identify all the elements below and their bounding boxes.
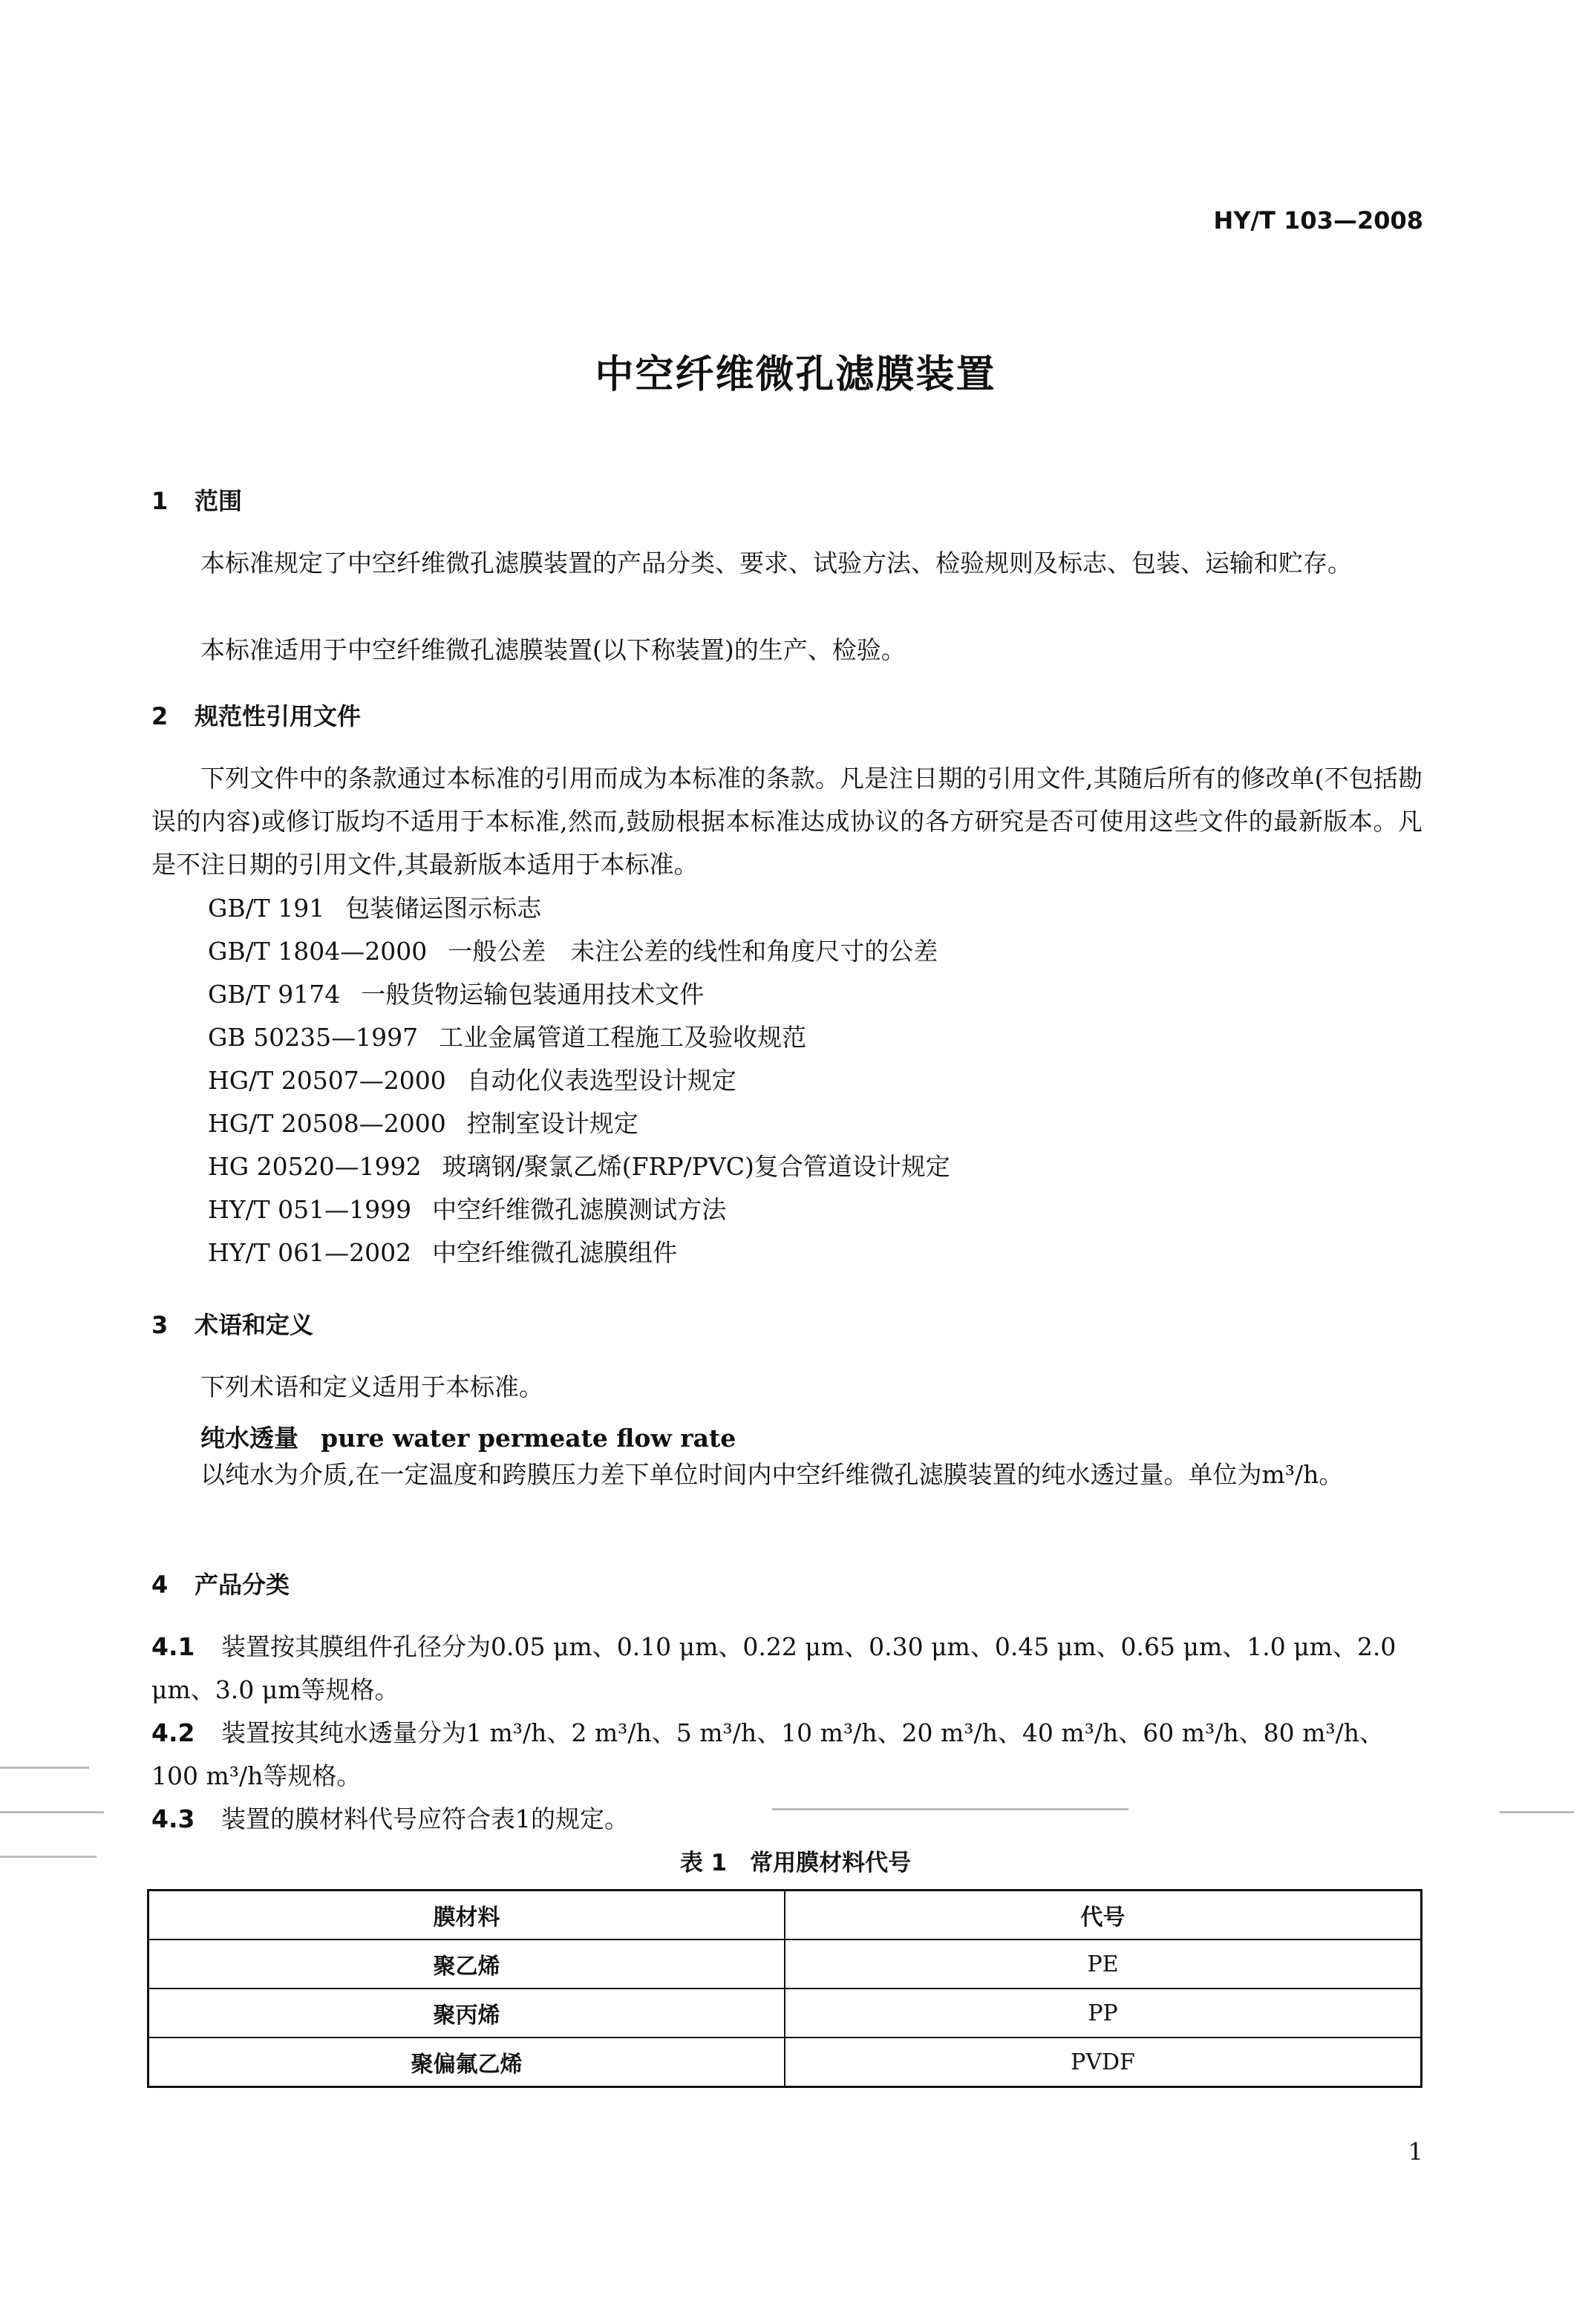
term-english: pure water permeate flow rate	[321, 1424, 736, 1453]
table-caption: 表 1 常用膜材料代号	[679, 1850, 912, 1876]
section-number: 1	[151, 487, 169, 515]
reference-title: 工业金属管道工程施工及验收规范	[439, 1023, 807, 1052]
section-title: 术语和定义	[195, 1311, 314, 1339]
section-title: 范围	[195, 487, 243, 515]
clause-text: 装置按其膜组件孔径分为0.05 μm、0.10 μm、0.22 μm、0.30 μm、0.45 μm、0.65 μm、1.0 μm、2.0 μm、3.0 μm等规格。	[151, 1632, 1396, 1704]
scan-noise	[0, 1811, 104, 1813]
reference-code: HY/T 061—2002	[208, 1238, 412, 1267]
term-entry	[200, 1419, 736, 1454]
section-2-intro: 下列文件中的条款通过本标准的引用而成为本标准的条款。凡是注日期的引用文件,其随后所有的修改单(不包括勘误的内容)或修订版均不适用于本标准,然而,鼓励根据本标准达成协议的各方研究是否可使用这些文件的最新版本。凡是不注日期的引用文件,其最新版本适用于本标准。	[151, 764, 1422, 879]
table-row	[148, 1989, 1422, 2037]
reference-list	[208, 887, 950, 1274]
section-4-heading	[151, 1566, 290, 1600]
clause-4-2	[151, 1712, 1422, 1798]
standard-code: HY/T 103—2008	[1213, 206, 1423, 235]
clause-number: 4.3	[151, 1804, 195, 1833]
clause-text: 装置按其纯水透量分为1 m³/h、2 m³/h、5 m³/h、10 m³/h、20 m³/h、40 m³/h、60 m³/h、80 m³/h、100 m³/h等规格。	[151, 1718, 1385, 1790]
section-number: 2	[151, 702, 169, 730]
section-1-heading	[151, 482, 242, 517]
clause-4-1	[151, 1626, 1422, 1712]
reference-code: GB 50235—1997	[208, 1023, 419, 1052]
reference-item	[208, 1102, 950, 1145]
reference-item	[208, 1188, 950, 1231]
table-header-row	[148, 1891, 1422, 1940]
scan-noise	[0, 1856, 97, 1858]
table-row	[148, 1940, 1422, 1989]
reference-code: HG/T 20507—2000	[208, 1066, 446, 1095]
scan-noise	[0, 1767, 89, 1769]
reference-code: HG/T 20508—2000	[208, 1109, 446, 1138]
section-number: 3	[151, 1311, 169, 1339]
scan-noise	[1500, 1811, 1574, 1813]
material-code-table	[147, 1889, 1422, 2088]
table-cell: PVDF	[785, 2037, 1422, 2087]
reference-item	[208, 930, 950, 973]
reference-code: HG 20520—1992	[208, 1152, 422, 1181]
reference-title: 玻璃钢/聚氯乙烯(FRP/PVC)复合管道设计规定	[442, 1152, 950, 1181]
reference-code: GB/T 191	[208, 894, 325, 923]
section-1-paragraph-2: 本标准适用于中空纤维微孔滤膜装置(以下称装置)的生产、检验。	[200, 635, 906, 664]
page-number: 1	[1408, 2138, 1423, 2166]
section-3-heading	[151, 1306, 313, 1341]
table-header-cell: 膜材料	[148, 1891, 785, 1940]
reference-title: 控制室设计规定	[466, 1109, 638, 1138]
reference-title: 一般公差 未注公差的线性和角度尺寸的公差	[448, 937, 938, 966]
reference-item	[208, 1231, 950, 1274]
reference-item	[208, 1145, 950, 1188]
reference-item	[208, 973, 950, 1016]
reference-title: 中空纤维微孔滤膜测试方法	[432, 1195, 727, 1224]
reference-code: GB/T 1804—2000	[208, 937, 428, 966]
reference-code: HY/T 051—1999	[208, 1195, 412, 1224]
clause-4-3	[151, 1798, 1422, 1841]
table-header-cell: 代号	[785, 1891, 1422, 1940]
reference-title: 包装储运图示标志	[345, 894, 542, 923]
clause-number: 4.2	[151, 1718, 195, 1747]
table-cell: 聚偏氟乙烯	[148, 2037, 785, 2087]
table-cell: 聚乙烯	[148, 1940, 785, 1989]
clause-number: 4.1	[151, 1632, 195, 1661]
clause-text: 装置的膜材料代号应符合表1的规定。	[221, 1804, 629, 1833]
table-cell: 聚丙烯	[148, 1989, 785, 2037]
reference-title: 中空纤维微孔滤膜组件	[432, 1238, 678, 1267]
reference-item	[208, 887, 950, 930]
table-cell: PE	[785, 1940, 1422, 1989]
scan-noise	[772, 1808, 1128, 1810]
term-chinese: 纯水透量	[200, 1424, 298, 1453]
section-title: 产品分类	[195, 1571, 290, 1599]
reference-title: 自动化仪表选型设计规定	[466, 1066, 736, 1095]
term-definition: 以纯水为介质,在一定温度和跨膜压力差下单位时间内中空纤维微孔滤膜装置的纯水透过量。单位为m³/h。	[200, 1460, 1344, 1489]
section-1-paragraph-1: 本标准规定了中空纤维微孔滤膜装置的产品分类、要求、试验方法、检验规则及标志、包装、运输和贮存。	[200, 549, 1352, 577]
table-row	[148, 2037, 1422, 2087]
reference-code: GB/T 9174	[208, 980, 341, 1009]
section-title: 规范性引用文件	[195, 702, 362, 730]
reference-title: 一般货物运输包装通用技术文件	[361, 980, 705, 1009]
reference-item	[208, 1059, 950, 1102]
section-3-intro: 下列术语和定义适用于本标准。	[200, 1372, 543, 1401]
document-title: 中空纤维微孔滤膜装置	[595, 353, 996, 397]
section-2-heading	[151, 698, 361, 732]
reference-item	[208, 1016, 950, 1059]
section-number: 4	[151, 1571, 169, 1599]
table-cell: PP	[785, 1989, 1422, 2037]
